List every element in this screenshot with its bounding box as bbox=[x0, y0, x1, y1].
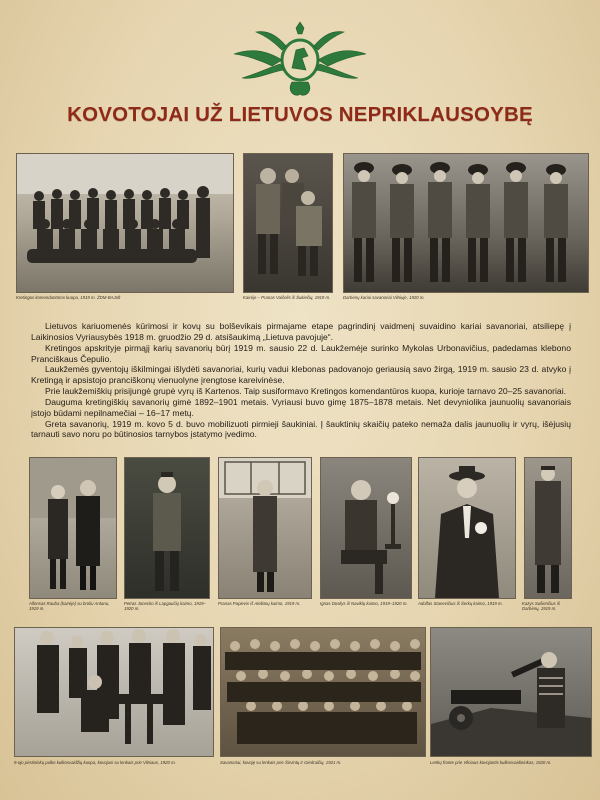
portrait-petras-jonecko bbox=[124, 457, 210, 599]
photo-darbenai-volunteers bbox=[343, 153, 589, 293]
paragraph: Greta savanorių, 1919 m. kovo 5 d. buvo mobilizuoti pirmieji šaukiniai. Į šauktinių skaičių pateko nemaža dalis jaunuolių ir vyrų, išėjusių tarnauti savo noru po būtinosios tarnybos įstatymo įvedimo. bbox=[31, 418, 571, 440]
photo-caption: Darbėnų kariai savanoriai Vilniuje, 1920 m. bbox=[343, 295, 425, 300]
paragraph: Laukžemės gyventojų iškilmingai išlydėti savanoriai, kurių vadui klebonas padovanojo geriausią savo žirgą, 1919 m. sausio 23 d. atvyko į Kretingą ir apsistojo pranciškonų vienuolyne įrengtose kareivinėse. bbox=[31, 364, 571, 386]
photo-caption: Ignas Dosilys iš Naviklų kaimo, 1919–1920 m. bbox=[320, 601, 408, 606]
paragraph: Lietuvos kariuomenės kūrimosi ir kovų su bolševikais pirmajame etape pagrindinį vaidmenį suvaidino kariai savanoriai, atsiliepę į Laikinosios Vyriausybės 1918 m. gruodžio 29 d. atsišaukimą „Lietuva pavojuje“. bbox=[31, 321, 571, 342]
photo-caption: Petras Jonecko iš Lapgaučių kaimo, 1919–1920 m. bbox=[124, 601, 206, 611]
photo-sirvintai-volunteers bbox=[220, 627, 426, 757]
photo-machine-gunner bbox=[430, 627, 592, 757]
photo-caption: Savanoriai, kovoję su lenkais prie Širvintų ir Giedraičių, 1921 m. bbox=[220, 760, 342, 765]
portrait-adolfas-stanevicius bbox=[418, 457, 516, 599]
portrait-pranas-papievis bbox=[218, 457, 312, 599]
vytis-wreath-emblem-icon bbox=[226, 20, 374, 102]
photo-komendantura-company bbox=[16, 153, 234, 293]
paragraph: Dauguma kretingiškių savanorių gimė 1892–1901 metais. Vyriausi buvo gimę 1875–1878 metais. Net devyniolika jaunuolių savanoriais įstojo būdami nepilnamečiai – 16–17 metų. bbox=[31, 396, 571, 418]
photo-caption: Adolfas Stanevičius iš Šerkų kaimo, 1919 m. bbox=[418, 601, 503, 606]
paragraph: Prie laukžemiškių prisijungė grupė vyrų iš Kartenos. Taip susiformavo Kretingos komendantūros kuopa, kurioje tarnavo 20–25 savanoriai. bbox=[45, 386, 566, 397]
portrait-ignas-dosilys bbox=[320, 457, 412, 599]
photo-caption: Kretingos komendantūros kuopa, 1919 m. ŽDM-BAJoft bbox=[16, 295, 121, 300]
portrait-rauba-brothers bbox=[29, 457, 117, 599]
paragraph: Kretingos apskrityje pirmąjį karių savanorių būrį 1919 m. sausio 22 d. Laukžemėje surinko Mykolas Urbonavičius, padedamas klebono Pranciškaus Čepulio. bbox=[31, 342, 571, 364]
photo-caption: 9-ojo pėstininkų pulko kulkosvaidžių kuopa, kovojusi su lenkais prie Vilniaus, 1920 m. bbox=[14, 760, 176, 765]
photo-caption: Kairėje – Pranas Vaičelis iš Šukiečių, 1919 m. bbox=[243, 295, 331, 300]
history-text bbox=[31, 321, 571, 440]
photo-caption: Alfonsas Rauba (kairėje) su broliu Antanu, 1919 m. bbox=[29, 601, 110, 611]
photo-caption: Lenkų fronte prie Vilniaus kovojantis kulkosvaidininkas, 1920 m. bbox=[430, 760, 552, 765]
page-title: KOVOTOJAI UŽ LIETUVOS NEPRIKLAUSOYBĘ bbox=[67, 103, 533, 126]
photo-machine-gun-company bbox=[14, 627, 214, 757]
photo-caption: Pranas Papievis iš Aleliūnų kaimo, 1919 m. bbox=[218, 601, 301, 606]
photo-pranas-vaicelis bbox=[243, 153, 333, 293]
portrait-kazys-susiencius bbox=[524, 457, 572, 599]
photo-caption: Kazys Sušienčius iš Darbėnų, 1919 m. bbox=[522, 601, 560, 611]
